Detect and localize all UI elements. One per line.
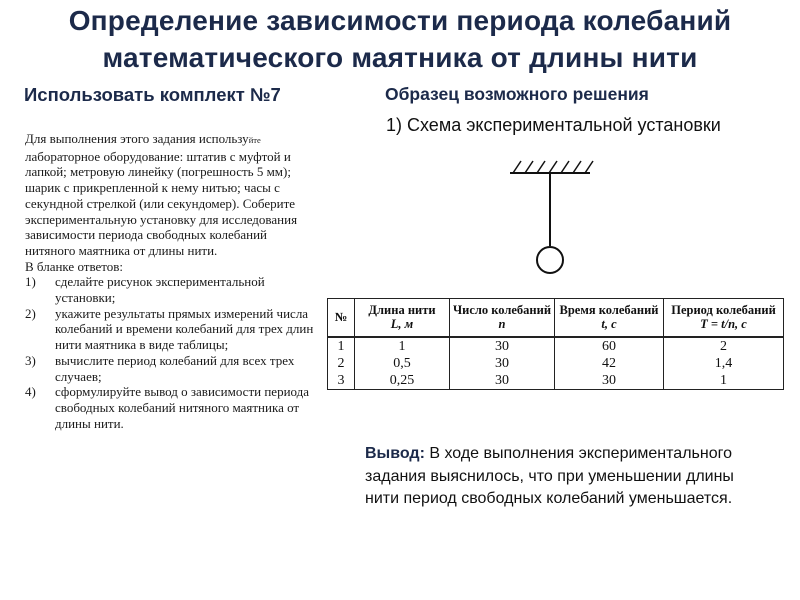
task-description [25, 131, 317, 431]
cell-period: 2 [664, 337, 784, 355]
task-intro-main: Для выполнения этого задания использу [25, 131, 249, 146]
cell-time: 30 [555, 372, 664, 390]
scheme-title: 1) Схема экспериментальной установки [386, 115, 721, 135]
header-length [355, 299, 450, 337]
table-row [328, 337, 784, 355]
cell-length: 0,25 [355, 372, 450, 390]
task-step [25, 306, 317, 353]
conclusion-text: В ходе выполнения экспериментального задания выяснилось, что при уменьшении длины нити период свободных колебаний уменьшается. [365, 445, 734, 507]
solution-heading: Образец возможного решения [385, 84, 649, 104]
table-header-row [328, 299, 784, 337]
pendulum-diagram [505, 150, 595, 280]
cell-count: 30 [450, 372, 555, 390]
step-text: сделайте рисунок экспериментальной установки; [55, 274, 265, 306]
task-step [25, 274, 317, 305]
task-steps [25, 274, 317, 431]
conclusion [365, 443, 765, 511]
cell-period: 1 [664, 372, 784, 390]
results-table [327, 298, 784, 390]
step-text: сформулируйте вывод о зависимости периода свободных колебаний нитяного маятника от длины нити. [55, 384, 310, 431]
header-label: Число колебаний [452, 303, 552, 318]
conclusion-label: Вывод: [365, 445, 425, 462]
cell-length: 0,5 [355, 355, 450, 372]
slide-title-line-1: Определение зависимости периода колебаний [68, 5, 732, 36]
cell-period: 1,4 [664, 355, 784, 372]
task-step [25, 384, 317, 431]
cell-time: 42 [555, 355, 664, 372]
cell-number: 1 [328, 337, 355, 355]
cell-time: 60 [555, 337, 664, 355]
header-number [328, 299, 355, 337]
cell-number: 3 [328, 372, 355, 390]
header-unit: t, с [601, 317, 617, 332]
step-number: 2) [25, 305, 36, 321]
header-unit: T = t/n, с [700, 317, 747, 332]
header-label: Длина нити [368, 303, 436, 318]
task-intro [25, 131, 317, 259]
header-period [664, 299, 784, 337]
step-text: вычислите период колебаний для всех трех случаев; [55, 352, 295, 384]
task-intro-small: йте [248, 135, 261, 145]
task-intro-rest: лабораторное оборудование: штатив с муфтой и лапкой; метровую линейку (погрешность 5 мм); шарик с прикрепленной к нему нитью; часы с секундной стрелкой (или секундомер). Соберите экспериментальную установку для исследования зависимости периода свободных колебаний нитяного маятника от длины нити. [25, 148, 298, 258]
cell-length: 1 [355, 337, 450, 355]
slide-title-line-2: математического маятника от длины нити [102, 42, 698, 73]
header-label: Период колебаний [671, 303, 776, 318]
step-number: 1) [25, 274, 36, 290]
kit-heading: Использовать комплект №7 [24, 84, 281, 105]
table-row [328, 372, 784, 390]
header-count [450, 299, 555, 337]
header-label: Время колебаний [559, 303, 659, 318]
header-label: № [334, 310, 348, 325]
header-time [555, 299, 664, 337]
step-number: 3) [25, 352, 36, 368]
cell-count: 30 [450, 337, 555, 355]
pendulum-ball [537, 247, 563, 273]
answers-label: В бланке ответов: [25, 258, 124, 274]
header-unit: n [498, 317, 506, 332]
ceiling-mount [510, 161, 593, 173]
header-unit: L, м [390, 317, 414, 332]
slide-title [0, 2, 800, 76]
cell-number: 2 [328, 355, 355, 372]
table-row [328, 355, 784, 372]
step-text: укажите результаты прямых измерений числа колебаний и времени колебаний для трех длин нити маятника в виде таблицы; [55, 305, 314, 353]
step-number: 4) [25, 384, 36, 400]
task-step [25, 353, 317, 384]
cell-count: 30 [450, 355, 555, 372]
